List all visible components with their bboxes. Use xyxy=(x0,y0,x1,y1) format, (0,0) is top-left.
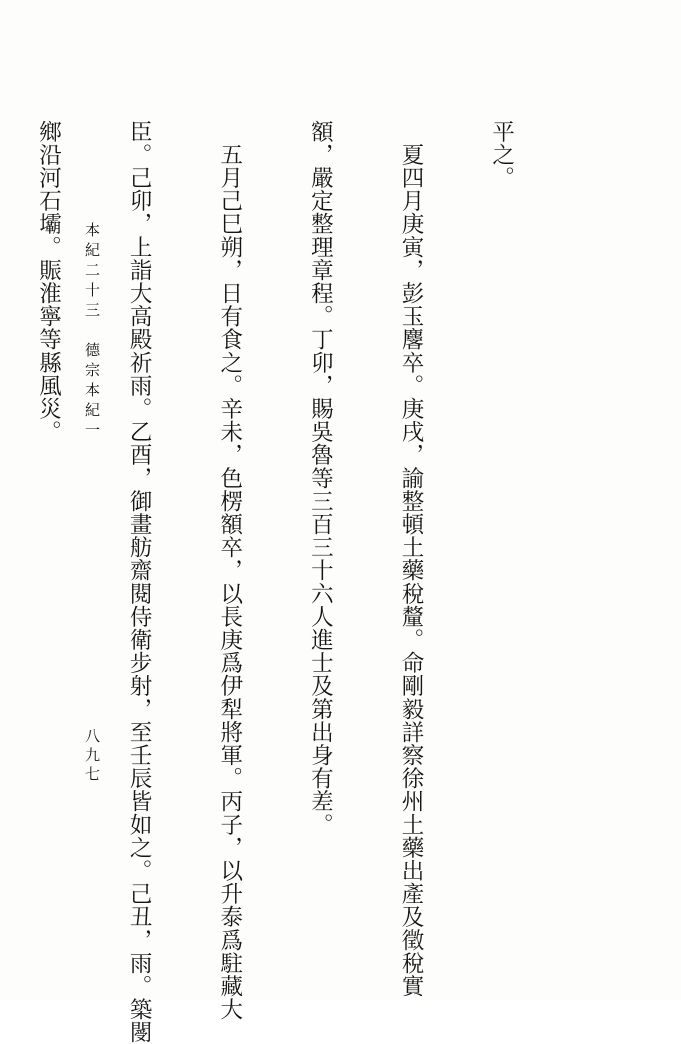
running-footer-title: 本紀二十三 德宗本紀一 xyxy=(83,222,101,442)
text-column: 臣。己卯，上詣大高殿祈雨。乙酉，御畫舫齋閱侍衛步射，至壬辰皆如之。己丑，雨。築閿 xyxy=(126,120,153,1044)
text-column: 鄉沿河石壩。賑淮寧等縣風災。 xyxy=(35,120,62,444)
text-column: 額，嚴定整理章程。丁卯，賜吳魯等三百三十六人進士及第出身有差。 xyxy=(307,120,334,837)
page-number: 八九七 xyxy=(83,728,101,785)
text-column: 平之。 xyxy=(488,120,515,190)
text-column: 五月己巳朔，日有食之。辛未，色楞額卒，以長庚爲伊犁將軍。丙子，以升泰爲駐藏大 xyxy=(216,120,243,1021)
text-column: 夏四月庚寅，彭玉麐卒。庚戌，諭整頓土藥稅釐。命剛毅詳察徐州土藥出產及徵稅實 xyxy=(397,120,424,998)
